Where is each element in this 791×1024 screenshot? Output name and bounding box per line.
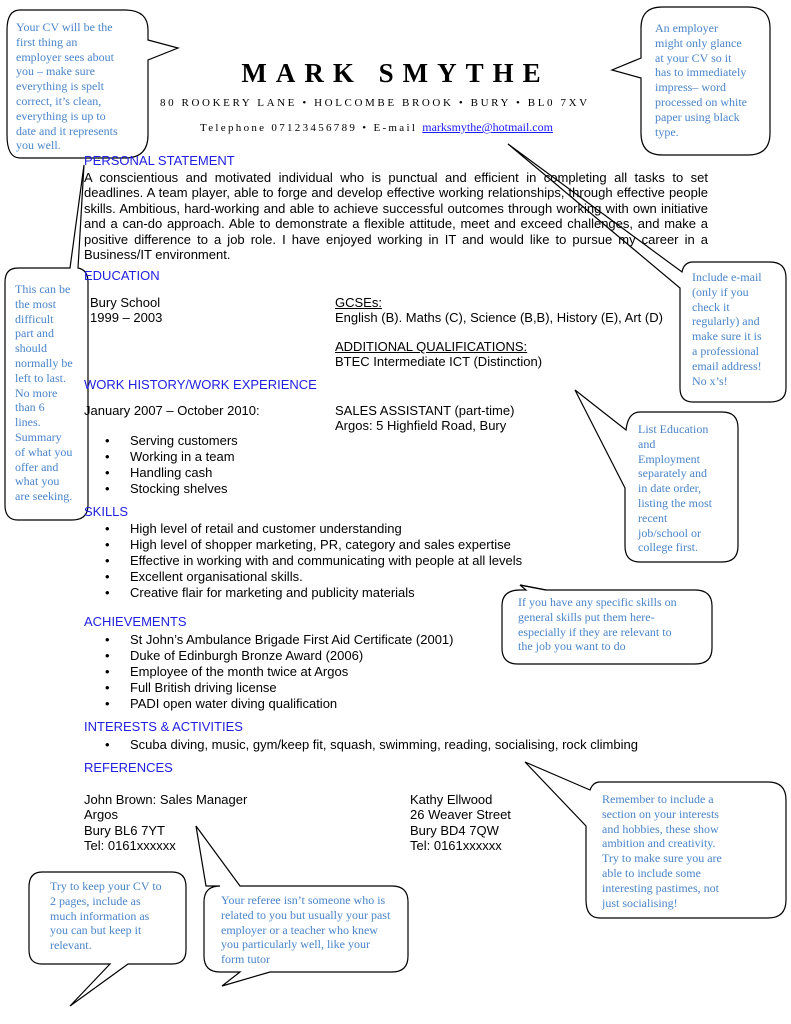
list-item: • High level of shopper marketing, PR, category and sales expertise <box>84 537 522 553</box>
callout-line: recent <box>638 510 668 525</box>
callout-line: part and <box>15 326 54 341</box>
phone-line: Telephone 07123456789 • E-mail <box>200 122 418 134</box>
callout-line: of what you <box>15 444 73 459</box>
callout-line: Summary <box>15 429 62 444</box>
callout-line: type. <box>655 124 679 139</box>
additional-qualifications-heading: ADDITIONAL QUALIFICATIONS: <box>335 339 528 354</box>
callout-education-text <box>638 422 728 555</box>
callout-line: than 6 <box>15 400 45 415</box>
callout-line: employer or a teacher who knew <box>221 922 378 937</box>
list-item: • PADI open water diving qualification <box>84 696 453 712</box>
interests-heading: INTERESTS & ACTIVITIES <box>84 719 243 734</box>
work-history-heading: WORK HISTORY/WORK EXPERIENCE <box>84 377 317 392</box>
callout-line: employer sees about <box>16 49 114 64</box>
callout-line: a professional <box>692 343 759 358</box>
callout-line: you can but keep it <box>50 923 142 938</box>
personal-statement-text: A conscientious and motivated individual who is punctual and efficient in completing all tasks to set deadlines. A team player, able to forge and develop effective working relationships, through effective people skills. Ambitious, hard-working and able to achieve successful outcomes through working with own initiative and a can-do approach. Able to demonstrate a flexible attitude, meet and exceed challenges, and make a positive difference to a job role. I have enjoyed working in IT and would like to pursue my career in a Business/IT environment. <box>84 170 708 263</box>
interests-list <box>84 737 638 753</box>
callout-line: you – make sure <box>16 64 95 79</box>
list-item: • Excellent organisational skills. <box>84 569 522 585</box>
list-item: • Scuba diving, music, gym/keep fit, squash, swimming, reading, socialising, rock climbing <box>84 737 638 753</box>
callout-line: normally be <box>15 355 73 370</box>
callout-line: Your referee isn’t someone who is <box>221 893 386 907</box>
callout-line: No x’s! <box>692 373 728 388</box>
callout-line: Try to keep your CV to <box>50 879 162 893</box>
callout-line: everything is spelt <box>16 79 104 94</box>
callout-line: If you have any specific skills on <box>518 595 677 609</box>
callout-first-thing-text <box>16 20 134 153</box>
reference-1-line: Tel: 0161xxxxxx <box>84 838 176 854</box>
callout-line: interesting pastimes, not <box>602 880 719 895</box>
list-item: • Stocking shelves <box>84 481 238 497</box>
callout-line: much information as <box>50 908 150 923</box>
callout-line: processed on white <box>655 94 747 109</box>
reference-2 <box>410 792 511 854</box>
reference-2-line: 26 Weaver Street <box>410 807 511 823</box>
callout-line: the job you want to do <box>518 639 626 654</box>
callout-length-text <box>50 879 178 953</box>
additional-qualifications-results: BTEC Intermediate ICT (Distinction) <box>335 354 543 369</box>
reference-1 <box>84 792 247 854</box>
list-item: • Full British driving license <box>84 680 453 696</box>
reference-1-line: Argos <box>84 807 118 823</box>
callout-interests-text <box>602 792 774 910</box>
callout-line: Your CV will be the <box>16 20 113 34</box>
callout-line: at your CV so it <box>655 50 732 65</box>
callout-skills-text <box>518 595 706 654</box>
callout-line: everything is up to <box>16 108 106 123</box>
callout-statement-text <box>15 282 83 504</box>
education-heading: EDUCATION <box>84 268 160 283</box>
callout-email-text <box>692 270 780 388</box>
callout-line: has to immediately <box>655 65 747 80</box>
callout-line: you well. <box>16 138 61 153</box>
callout-line: form tutor <box>221 952 270 967</box>
callout-line: the most <box>15 296 56 311</box>
gcse-heading: GCSEs: <box>335 295 382 310</box>
list-item: • Effective in working with and communicating with people at all levels <box>84 553 522 569</box>
list-item: • High level of retail and customer understanding <box>84 521 522 537</box>
callout-line: An employer <box>655 21 718 35</box>
skills-list <box>84 521 522 601</box>
reference-2-line: Bury BD4 7QW <box>410 822 499 838</box>
personal-statement-heading: PERSONAL STATEMENT <box>84 153 235 168</box>
callout-glance-text <box>655 21 759 139</box>
callout-line: section on your interests <box>602 806 719 821</box>
list-item: • Working in a team <box>84 449 238 465</box>
list-item: • Creative flair for marketing and publicity materials <box>84 585 522 601</box>
callout-line: impress– word <box>655 80 726 95</box>
callout-line: Employment <box>638 451 700 466</box>
list-item: • Handling cash <box>84 465 238 481</box>
callout-line: paper using black <box>655 109 740 124</box>
callout-line: This can be <box>15 282 71 296</box>
achievements-list <box>84 632 453 712</box>
callout-line: college first. <box>638 540 698 555</box>
achievements-heading: ACHIEVEMENTS <box>84 614 187 629</box>
callout-line: just socialising! <box>602 895 678 910</box>
callout-line: ambition and creativity. <box>602 836 716 851</box>
callout-line: relevant. <box>50 938 92 953</box>
callout-line: should <box>15 341 48 356</box>
callout-line: (only if you <box>692 284 749 299</box>
callout-line: left to last. <box>15 370 66 385</box>
callout-line: are seeking. <box>15 489 73 504</box>
candidate-address: 80 ROOKERY LANE • HOLCOMBE BROOK • BURY • BL0 7XV <box>160 97 590 109</box>
callout-line: List Education <box>638 422 709 436</box>
callout-line: general skills put them here- <box>518 609 655 624</box>
reference-1-line: Bury BL6 7YT <box>84 822 165 838</box>
callout-line: Include e-mail <box>692 270 762 284</box>
work-role: SALES ASSISTANT (part-time) <box>335 403 515 418</box>
callout-line: offer and <box>15 459 59 474</box>
list-item: • Employee of the month twice at Argos <box>84 664 453 680</box>
work-dates: January 2007 – October 2010: <box>84 403 260 418</box>
skills-heading: SKILLS <box>84 504 129 519</box>
callout-line: difficult <box>15 311 54 326</box>
callout-line: in date order, <box>638 481 702 496</box>
callout-line: related to you but usually your past <box>221 907 391 922</box>
list-item: • St John’s Ambulance Brigade First Aid Certificate (2001) <box>84 632 453 648</box>
contact-line <box>200 120 553 135</box>
work-employer: Argos: 5 Highfield Road, Bury <box>335 418 507 433</box>
callout-line: correct, it’s clean, <box>16 93 102 108</box>
candidate-name: MARK SMYTHE <box>241 58 550 88</box>
callout-line: especially if they are relevant to <box>518 624 672 639</box>
reference-1-line: John Brown: Sales Manager <box>84 792 248 807</box>
references-heading: REFERENCES <box>84 760 173 775</box>
callout-line: you particularly well, like your <box>221 937 370 952</box>
work-duties-list <box>84 433 238 497</box>
callout-line: might only glance <box>655 35 742 50</box>
gcse-results: English (B). Maths (C), Science (B,B), History (E), Art (D) <box>335 310 663 325</box>
email-link[interactable]: marksmythe@hotmail.com <box>422 120 553 134</box>
callout-line: separately and <box>638 466 707 481</box>
list-item: • Serving customers <box>84 433 238 449</box>
reference-2-line: Kathy Ellwood <box>410 792 493 807</box>
callout-line: Remember to include a <box>602 792 714 806</box>
callout-line: 2 pages, include as <box>50 893 141 908</box>
school-years: 1999 – 2003 <box>90 310 163 325</box>
callout-line: job/school or <box>638 525 701 540</box>
callout-line: and hobbies, these show <box>602 821 719 836</box>
school-name: Bury School <box>90 295 161 310</box>
callout-line: check it <box>692 299 730 314</box>
callout-line: first thing an <box>16 34 78 49</box>
callout-line: and <box>638 436 656 451</box>
callout-line: listing the most <box>638 495 713 510</box>
callout-line: date and it represents <box>16 123 118 138</box>
callout-line: lines. <box>15 415 41 430</box>
callout-line: what you <box>15 474 60 489</box>
callout-line: No more <box>15 385 58 400</box>
reference-2-line: Tel: 0161xxxxxx <box>410 838 502 854</box>
callout-line: make sure it is <box>692 329 762 344</box>
list-item: • Duke of Edinburgh Bronze Award (2006) <box>84 648 453 664</box>
callout-line: able to include some <box>602 865 701 880</box>
callout-line: regularly) and <box>692 314 760 329</box>
callout-line: email address! <box>692 358 762 373</box>
callout-line: Try to make sure you are <box>602 851 722 866</box>
callout-referee-text <box>221 893 403 967</box>
